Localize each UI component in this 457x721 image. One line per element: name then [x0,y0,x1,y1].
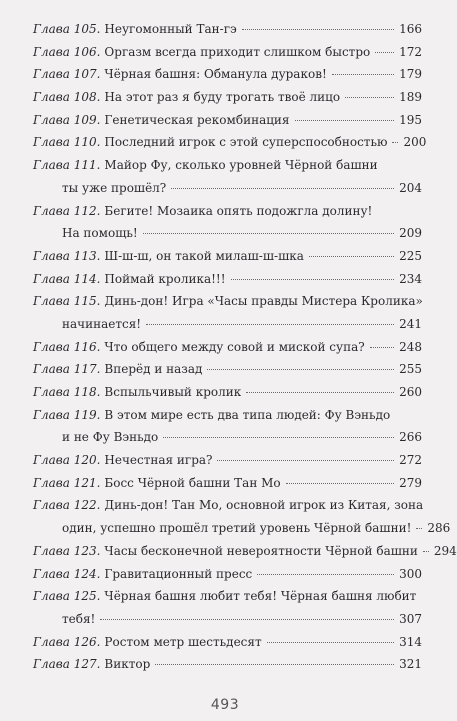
dot-leader [375,52,394,53]
toc-entry-continuation [33,313,422,336]
dot-leader [246,392,394,393]
dot-leader [257,574,394,575]
dot-leader [332,74,394,75]
chapter-page-number: 248 [399,339,422,354]
chapter-title: Босс Чёрной башни Тан Мо [104,475,281,490]
chapter-label: Глава 108. [33,90,101,105]
chapter-page-number: 260 [399,385,422,399]
chapter-page-number: 294 [433,543,457,558]
chapter-page-number: 172 [399,44,422,59]
page-number: 493 [210,697,240,713]
chapter-label: Глава 107. [33,67,101,82]
chapter-title: Чёрная башня любит тебя! Чёрная башня любит [104,589,417,604]
toc-entry [33,18,422,41]
chapter-page-number: 234 [399,271,422,286]
chapter-title: Гравитационный пресс [104,566,253,581]
toc-entry [33,41,422,64]
chapter-title: На этот раз я буду трогать твоё лицо [104,90,341,105]
toc-entry [33,245,422,268]
dot-leader [231,279,395,280]
toc-entry [33,449,422,472]
chapter-title: Неугомонный Тан-гэ [104,22,237,36]
chapter-title: Динь-дон! Тан Мо, основной игрок из Китая, зона [104,498,424,513]
dot-leader [207,369,394,370]
toc-entry [33,540,457,563]
chapter-title: Виктор [104,657,151,672]
toc-entry-continuation [33,608,422,631]
chapter-title: Вперёд и назад [104,362,203,377]
chapter-title: начинается! [62,316,142,331]
toc-entry-continuation [33,222,422,245]
chapter-title: Майор Фу, сколько уровней Чёрной башни [104,158,378,173]
dot-leader [416,528,422,529]
toc-entry [33,63,422,86]
chapter-title: Генетическая рекомбинация [104,112,290,127]
chapter-label: Глава 109. [33,112,101,127]
chapter-page-number: 200 [403,135,427,150]
chapter-title: Что общего между совой и миской супа? [104,339,365,354]
chapter-page-number: 166 [399,22,422,36]
toc-entry [33,381,422,404]
toc-entry-continuation [33,177,422,200]
chapter-title: один, успешно прошёл третий уровень Чёрной башни! [62,521,412,536]
toc-entry-continuation [33,517,451,540]
chapter-page-number: 272 [399,453,422,468]
chapter-title: Ш-ш-ш, он такой милаш-ш-шка [104,248,304,263]
dot-leader [155,664,394,665]
chapter-label: Глава 110. [33,135,101,150]
chapter-label: Глава 114. [33,271,101,286]
dot-leader [100,619,394,620]
chapter-page-number: 241 [399,316,422,331]
toc-entry-continuation [33,426,422,449]
chapter-title: Оргазм всегда приходит слишком быстро [104,44,371,59]
toc-entry [33,131,427,154]
dot-leader [295,120,395,121]
chapter-title: Последний игрок с этой суперспособностью [104,135,388,150]
chapter-page-number: 266 [399,430,422,445]
chapter-page-number: 225 [399,248,422,263]
toc-entry [33,472,422,495]
dot-leader [146,324,394,325]
chapter-label: Глава 117. [33,362,101,377]
chapter-page-number: 209 [399,226,422,241]
chapter-page-number: 314 [399,634,422,649]
chapter-page-number: 321 [399,657,422,672]
toc-entry [33,585,422,608]
dot-leader [286,483,394,484]
chapter-page-number: 189 [399,90,422,105]
chapter-title: и не Фу Вэньдо [62,430,159,445]
chapter-page-number: 195 [399,112,422,127]
chapter-label: Глава 111. [33,158,101,173]
dot-leader [370,347,394,348]
chapter-label: Глава 112. [33,203,101,218]
toc-entry [33,200,422,223]
dot-leader [171,188,394,189]
toc-entry [33,268,422,291]
chapter-label: Глава 124. [33,566,101,581]
chapter-page-number: 204 [399,180,422,195]
chapter-label: Глава 121. [33,475,101,490]
chapter-page-number: 279 [399,475,422,490]
chapter-title: Бегите! Мозаика опять подожгла долину! [104,203,373,218]
chapter-label: Глава 116. [33,339,101,354]
toc-entry [33,358,422,381]
toc-entry [33,494,422,517]
dot-leader [217,460,394,461]
chapter-label: Глава 123. [33,543,101,558]
chapter-page-number: 300 [399,566,422,581]
chapter-title: На помощь! [62,226,138,241]
chapter-title: Поймай кролика!!! [104,271,226,286]
chapter-title: ты уже прошёл? [62,180,167,195]
dot-leader [309,256,394,257]
dot-leader [423,551,429,552]
chapter-label: Глава 126. [33,634,101,649]
toc-entry [33,86,422,109]
toc-entry [33,336,422,359]
toc-entry [33,154,422,177]
chapter-title: Чёрная башня: Обманула дураков! [104,67,327,82]
chapter-label: Глава 105. [33,22,101,36]
toc-entry [33,563,422,586]
chapter-label: Глава 127. [33,657,101,672]
dot-leader [345,97,394,98]
dot-leader [242,29,394,30]
chapter-page-number: 307 [399,611,422,626]
toc-entry [33,290,422,313]
dot-leader [163,437,394,438]
toc-entry [33,404,422,427]
chapter-label: Глава 118. [33,385,101,399]
chapter-title: Вспыльчивый кролик [104,385,242,399]
chapter-label: Глава 106. [33,44,101,59]
dot-leader [392,142,398,143]
chapter-title: Нечестная игра? [104,453,213,468]
chapter-title: Часы бесконечной невероятности Чёрной башни [104,543,418,558]
chapter-title: Динь-дон! Игра «Часы правды Мистера Кролика» [104,294,423,309]
chapter-title: Ростом метр шестьдесят [104,634,262,649]
chapter-label: Глава 122. [33,498,101,513]
chapter-title: В этом мире есть два типа людей: Фу Вэньдо [104,407,391,422]
dot-leader [143,233,394,234]
toc-entry [33,653,422,676]
toc-entry [33,109,422,132]
chapter-page-number: 255 [399,362,422,377]
chapter-page-number: 179 [399,67,422,82]
chapter-label: Глава 113. [33,248,101,263]
table-of-contents [33,18,457,676]
chapter-label: Глава 120. [33,453,101,468]
dot-leader [267,642,395,643]
chapter-label: Глава 125. [33,589,101,604]
chapter-label: Глава 115. [33,294,101,309]
toc-entry [33,631,422,654]
chapter-title: тебя! [62,611,96,626]
chapter-page-number: 286 [427,521,451,536]
chapter-label: Глава 119. [33,407,101,422]
